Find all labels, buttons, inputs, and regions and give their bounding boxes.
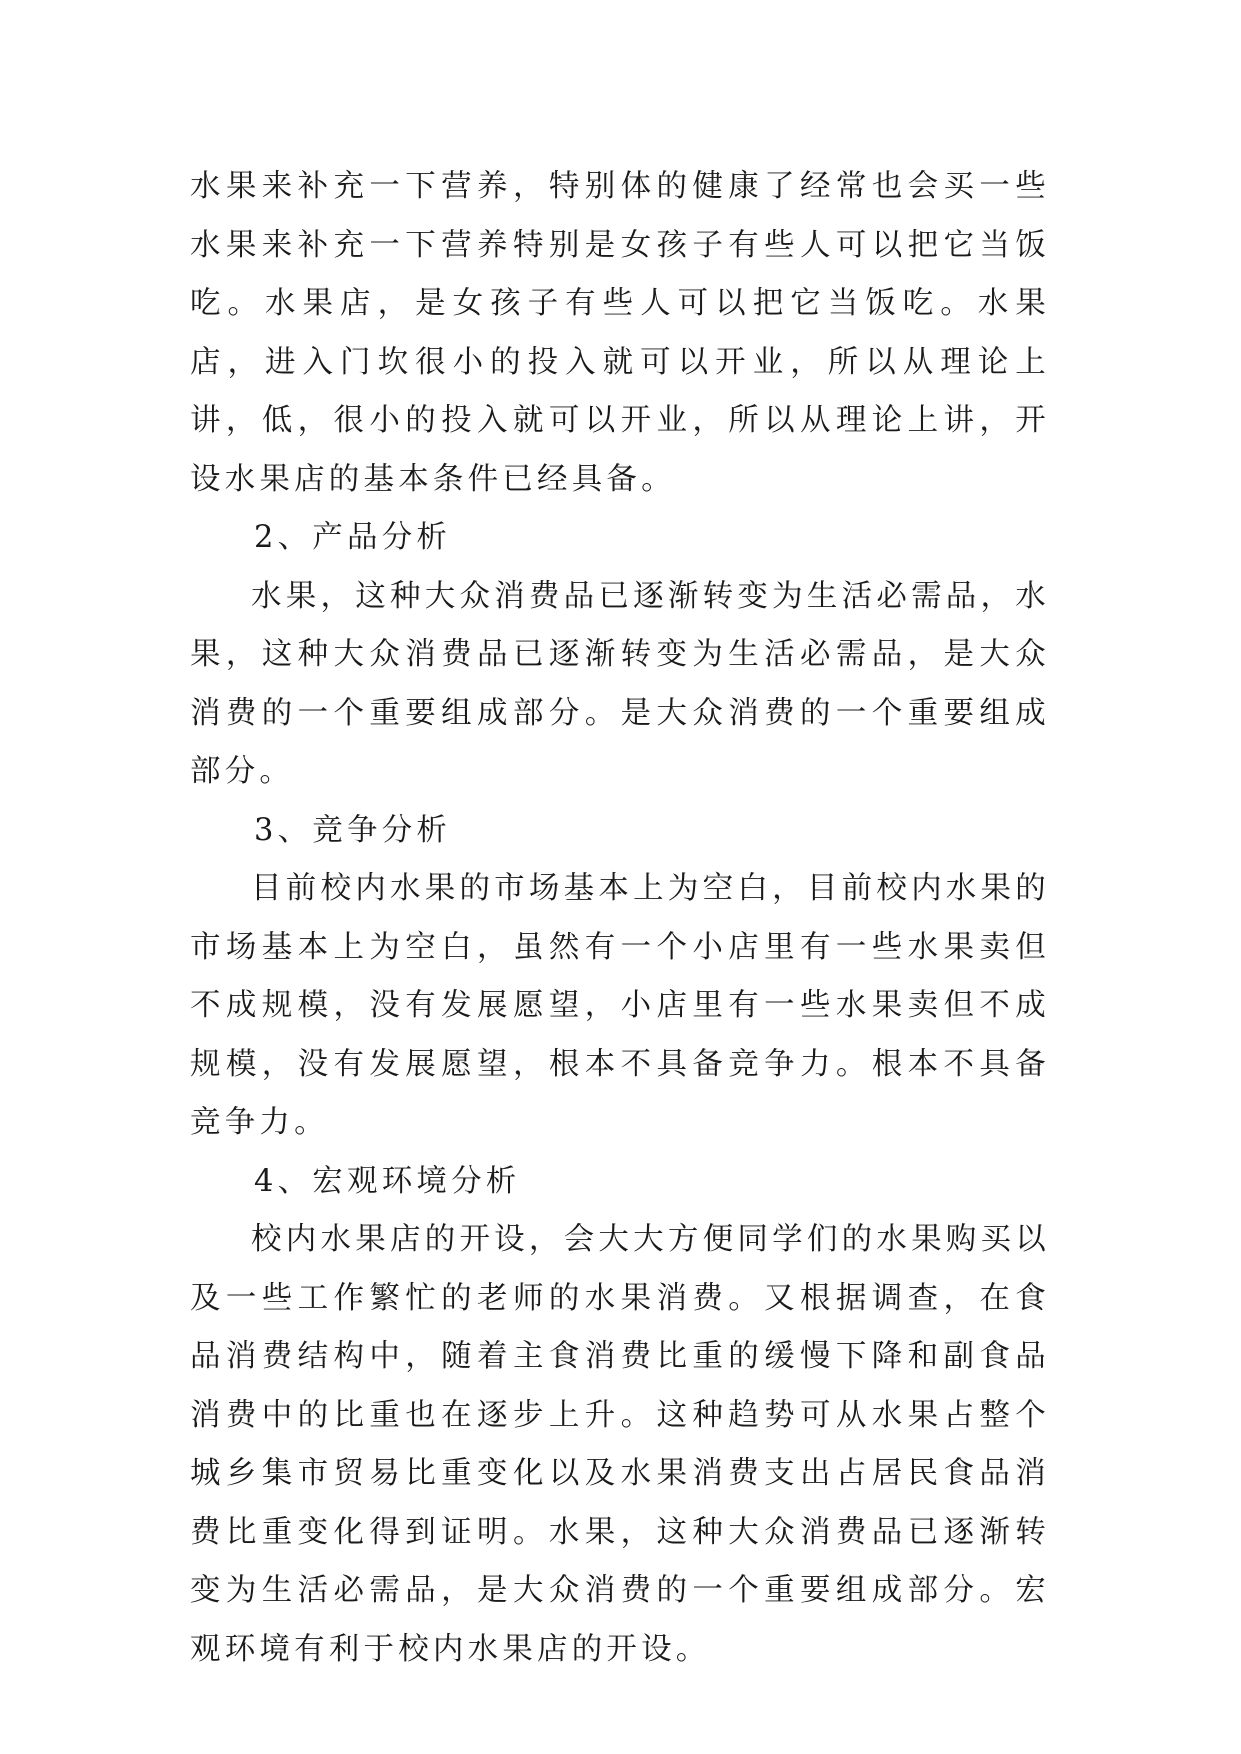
- paragraph-macro-environment-analysis: 校内水果店的开设，会大大方便同学们的水果购买以及一些工作繁忙的老师的水果消费。又根据调查，在食品消费结构中，随着主食消费比重的缓慢下降和副食品消费中的比重也在逐步上升。这种趋势可从水果占整个城乡集市贸易比重变化以及水果消费支出占居民食品消费比重变化得到证明。水果，这种大众消费品已逐渐转变为生活必需品，是大众消费的一个重要组成部分。宏观环境有利于校内水果店的开设。: [190, 1222, 1050, 1667]
- paragraph-product-analysis: 水果，这种大众消费品已逐渐转变为生活必需品，水果，这种大众消费品已逐渐转变为生活必需品，是大众消费的一个重要组成部分。是大众消费的一个重要组成部分。: [190, 578, 1050, 789]
- heading-competition-analysis: 3、竞争分析: [254, 812, 452, 848]
- paragraph-intro: 水果来补充一下营养，特别体的健康了经常也会买一些水果来补充一下营养特别是女孩子有些人可以把它当饭吃。水果店，是女孩子有些人可以把它当饭吃。水果店，进入门坎很小的投入就可以开业，所以从理论上讲，低，很小的投入就可以开业，所以从理论上讲，开设水果店的基本条件已经具备。: [190, 169, 1050, 497]
- heading-product-analysis: 2、产品分析: [254, 520, 452, 555]
- heading-macro-environment-analysis: 4、宏观环境分析: [254, 1163, 521, 1199]
- paragraph-competition-analysis: 目前校内水果的市场基本上为空白，目前校内水果的市场基本上为空白，虽然有一个小店里有一些水果卖但不成规模，没有发展愿望，小店里有一些水果卖但不成规模，没有发展愿望，根本不具备竞争力。根本不具备竞争力。: [190, 871, 1050, 1140]
- document-body: [190, 158, 1050, 1679]
